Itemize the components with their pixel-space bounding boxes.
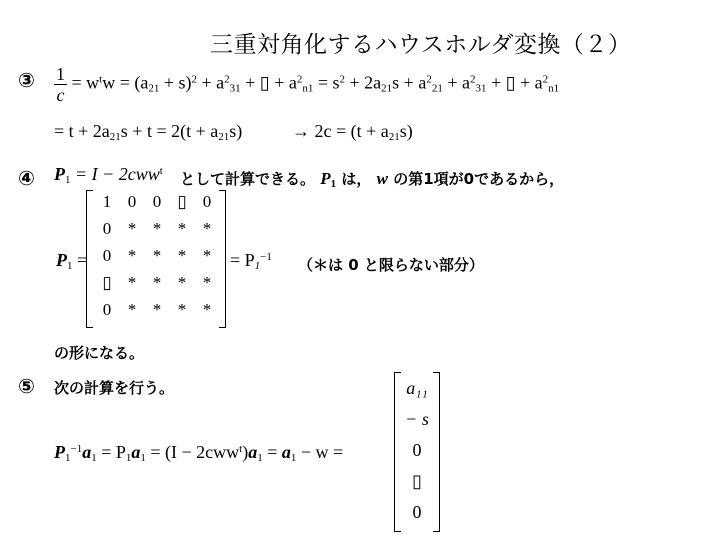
vector-entry: 0 [412, 440, 422, 460]
step-4-text: として計算できる。 $P_1$ は， w の第1項が0であるから， [180, 169, 565, 190]
matrix-cell: 0 [202, 192, 212, 211]
matrix-cell: 0 [102, 300, 112, 319]
asterisk-note: （＊は 0 と限らない部分） [298, 256, 484, 274]
matrix-cell: * [177, 219, 187, 238]
fraction-one-over-c: $\frac{1}{c}$ [56, 64, 65, 105]
w-symbol: w [376, 169, 388, 188]
vector-entry: a₁₁ [406, 378, 428, 398]
matrix-cell: * [127, 273, 137, 292]
page-title: 三重対角化するハウスホルダ変換（２） [210, 32, 632, 58]
matrix-cell: * [202, 300, 212, 319]
step-3-equation-line-2-result: → $2c = (t + a_{21}s)$ [292, 121, 413, 143]
matrix-label-right: = $P_1^{-1}$ [230, 250, 272, 272]
matrix-cell: * [202, 219, 212, 238]
matrix-cell: * [177, 300, 187, 319]
matrix-cell: * [177, 246, 187, 265]
matrix-cell: * [177, 273, 187, 292]
matrix-cell: ▯ [102, 273, 112, 292]
matrix-cell: ▯ [177, 192, 187, 211]
matrix-label-left: $P_1$ = [56, 250, 88, 272]
matrix-cell: 1 [102, 192, 112, 211]
step-3-equation-line-2: = $t + 2a_{21}s + t = 2(t + a_{21}s)$ [54, 121, 243, 143]
matrix-cell: * [127, 246, 137, 265]
p1-symbol: P [320, 169, 331, 188]
step-5-text: 次の計算を行う。 [54, 379, 175, 397]
matrix-cell: * [202, 273, 212, 292]
vector-entry: ▯ [412, 471, 422, 491]
matrix-cell: * [127, 300, 137, 319]
matrix-cell: 0 [152, 192, 162, 211]
step-3-marker: ③ [18, 68, 35, 92]
matrix-cell: 0 [102, 219, 112, 238]
matrix-cell: 0 [127, 192, 137, 211]
step-4-after-text: の形になる。 [54, 344, 145, 362]
p1-matrix [86, 190, 226, 328]
vector-entry: − s [405, 409, 429, 429]
vector-entry: 0 [412, 502, 422, 522]
matrix-cell: * [152, 246, 162, 265]
matrix-cell: * [202, 246, 212, 265]
step-4-marker: ④ [18, 166, 35, 190]
step-5-marker: ⑤ [18, 374, 35, 398]
matrix-cell: 0 [102, 246, 112, 265]
matrix-cell: * [152, 273, 162, 292]
matrix-cell: * [152, 219, 162, 238]
matrix-cell: * [127, 219, 137, 238]
result-vector [394, 372, 440, 532]
step-4-equation: $P_1 = I - 2cww^t$ [54, 164, 163, 186]
step-5-equation: $P_1^{-1}a_1 = P_1a_1 = (I - 2cww^t)a_1 = a_1 - w$ = [54, 442, 344, 464]
step-3-equation-line-1: $\frac{1}{c}$ = $w^tw = (a_{21} + s)^2 + a^2_{31}$ + ▯ + $a^2_{n1} = s^2 + 2a_{21}s + a^2_{21} + a^2_{31}$ + ▯ + $a^2_{n1}$ [56, 64, 560, 105]
matrix-cell: * [152, 300, 162, 319]
